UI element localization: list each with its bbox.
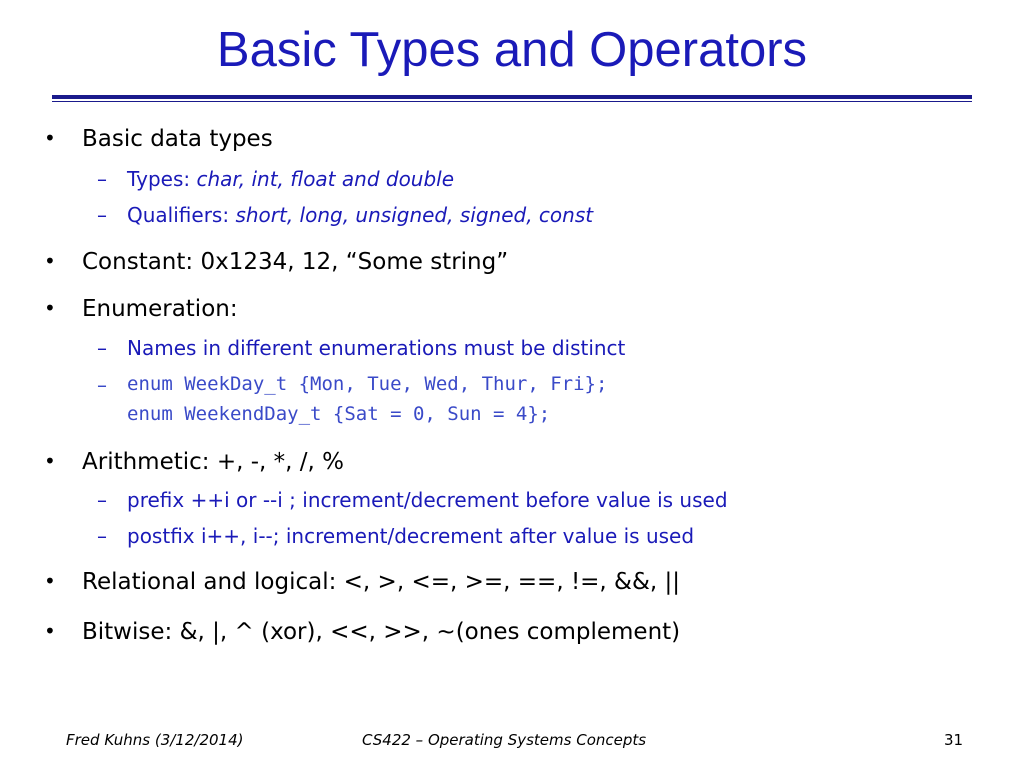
bullet-constant [44,249,509,275]
bullet-text: Relational and logical: <, >, <=, >=, ==, !=, &&, || [82,569,681,595]
bullet-dot: • [44,249,56,273]
footer-author: Fred Kuhns (3/12/2014) [66,731,244,749]
sub-bullet-postfix [97,524,695,548]
sub-bullet-text: postfix i++, i--; increment/decrement after value is used [127,524,695,548]
bullet-relational [44,569,681,595]
sub-bullet-dash: – [97,488,107,512]
sub-bullet-dash: – [97,167,107,191]
sub-bullet-values: short, long, unsigned, signed, const [235,203,594,227]
bullet-basic-data-types [44,126,273,152]
slide-title: Basic Types and Operators [216,23,808,77]
sub-bullet-enum-code [97,373,608,425]
code-line-weekend: enum WeekendDay_t {Sat = 0, Sun = 4}; [127,403,551,425]
sub-bullet-text: Names in different enumerations must be distinct [127,336,626,360]
sub-bullet-text: prefix ++i or --i ; increment/decrement before value is used [127,488,728,512]
sub-bullet-prefix [97,488,728,512]
bullet-text: Enumeration: [82,296,238,322]
sub-bullet-dash: – [97,373,107,397]
bullet-dot: • [44,126,56,150]
sub-bullet-types [97,167,455,191]
footer-page-number: 31 [944,731,964,749]
footer-course: CS422 – Operating Systems Concepts [362,731,647,749]
bullet-dot: • [44,296,56,320]
bullet-enumeration [44,296,238,322]
bullet-text: Constant: 0x1234, 12, “Some string” [82,249,509,275]
bullet-text: Bitwise: &, |, ^ (xor), <<, >>, ~(ones complement) [82,619,681,645]
bullet-text: Arithmetic: +, -, *, /, % [82,449,345,475]
sub-bullet-dash: – [97,524,107,548]
bullet-arithmetic [44,449,345,475]
sub-bullet-label: Types: [127,167,197,191]
bullet-bitwise [44,619,681,645]
code-line-weekday: enum WeekDay_t {Mon, Tue, Wed, Thur, Fri}; [127,373,608,395]
sub-bullet-enum-names [97,336,626,360]
bullet-dot: • [44,619,56,643]
sub-bullet-values: char, int, float and double [196,167,455,191]
bullet-dot: • [44,569,56,593]
sub-bullet-qualifiers [97,203,594,227]
sub-bullet-label: Qualifiers: [127,203,236,227]
sub-bullet-dash: – [97,203,107,227]
sub-bullet-dash: – [97,336,107,360]
bullet-dot: • [44,449,56,473]
bullet-text: Basic data types [82,126,273,152]
